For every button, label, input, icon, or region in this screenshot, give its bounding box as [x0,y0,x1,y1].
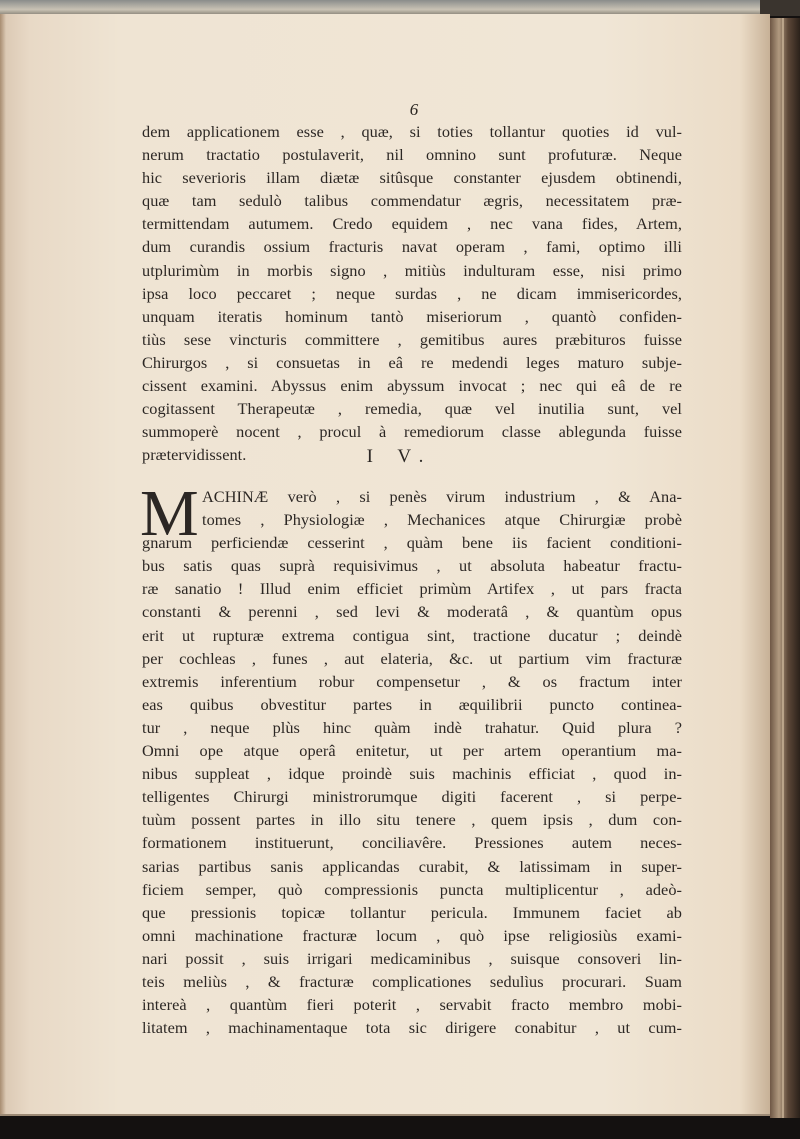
text-line: erit ut rupturæ extrema contigua sint, tractione ducatur ; deindè [142,625,682,645]
text-line: dum curandis ossium fracturis navat operam , fami, optimo illi [142,237,682,257]
book-spine [770,18,800,1118]
text-line: cissent examini. Abyssus enim abyssum invocat ; nec qui eâ de re [142,376,682,396]
text-line: formationem instituerunt, conciliavêre. Pressiones autem neces- [142,833,682,853]
text-line: tiùs sese vincturis committere , gemitibus aures præbituros fuisse [142,329,682,349]
paragraph-1 [142,120,682,466]
text-line: cogitassent Therapeutæ , remedia, quæ vel inutilia sunt, vel [142,399,682,419]
text-line: constanti & perenni , sed levi & moderatâ , & quantùm opus [142,602,682,622]
text-line: nibus suppleat , idque proindè suis machinis efficiat , quod in- [142,764,682,784]
text-line: bus satis quas suprà requisivimus , ut absoluta habeatur fractu- [142,556,682,576]
text-line: extremis inferentium robur compensetur , & os fractum inter [142,671,682,691]
text-line: omni machinatione fracturæ locum , quò ipse religiosiùs exami- [142,925,682,945]
text-line: sarias partibus sanis applicandas curabit, & latissimam in super- [142,856,682,876]
text-line: gnarum perficiendæ cesserint , quàm bene iis facient conditioni- [142,533,682,553]
text-line: telligentes Chirurgi ministrorumque digiti facerent , si perpe- [142,787,682,807]
text-line: nerum tractatio postulaverit, nil omnino sunt profuturæ. Neque [142,145,682,165]
text-line: hic severioris illam diætæ sitûsque constanter ejusdem obtinendi, [142,168,682,188]
text-line: eas quibus obvestitur partes in æquilibrii puncto continea- [142,694,682,714]
page-number: 6 [409,100,419,119]
text-line: Omni ope atque operâ enitetur, ut per artem operantium ma- [142,741,682,761]
text-line: tomes , Physiologiæ , Mechanices atque Chirurgiæ probè [202,510,682,530]
text-line: ræ sanatio ! Illud enim efficiet primùm Artifex , ut pars fracta [142,579,682,599]
text-line: tur , neque plùs hinc quàm indè trahatur. Quid plura ? [142,717,682,737]
text-line: ACHINÆ verò , si penès virum industrium , & Ana- [202,487,682,506]
text-line: litatem , machinamentaque tota sic dirigere conabitur , ut cum- [142,1018,682,1038]
text-line: dem applicationem esse , quæ, si toties tollantur quoties id vul- [142,122,682,141]
text-line: unquam iteratis hominum tantò miseriorum , quantò confiden- [142,306,682,326]
text-line: prætervidissent. [142,445,247,465]
text-line: summoperè nocent , procul à remediorum classe ablegunda fuisse [142,422,682,442]
text-line: Chirurgos , si consuetas in eâ re medendi leges maturo subje- [142,352,682,372]
text-line: utplurimùm in morbis signo , mitiùs indulturam esse, nisi primo [142,260,682,280]
paragraph-2 [140,477,682,1039]
text-line: tuùm possent partes in illo situ tenere , quem ipsis , dum con- [142,810,682,830]
text-line: quæ tam sedulò talibus commendatur ægris, necessitatem præ- [142,191,682,211]
text-line: intereà , quantùm fieri poterit , servabit fracto membro mobi- [142,995,682,1015]
text-line: ficiem semper, quò compressionis puncta multiplicentur , adeò- [142,879,682,899]
text-line: nari possit , suis irrigari medicaminibus , suisque consoveri lin- [142,948,682,968]
text-line: termittendam autumem. Credo equidem , nec vana fides, Artem, [142,214,682,234]
text-line: ipsa loco peccaret ; neque surdas , ne dicam immisericordes, [142,283,682,303]
drop-cap-initial: M [140,477,199,550]
section-heading: I V. [366,446,434,467]
text-line: per cochleas , funes , aut elateria, &c. ut partium vim fracturæ [142,648,682,668]
text-line: que pressionis topicæ tollantur pericula. Immunem faciet ab [142,902,682,922]
text-line: teis meliùs , & fracturæ complicationes sedulìus procurari. Suam [142,971,682,991]
